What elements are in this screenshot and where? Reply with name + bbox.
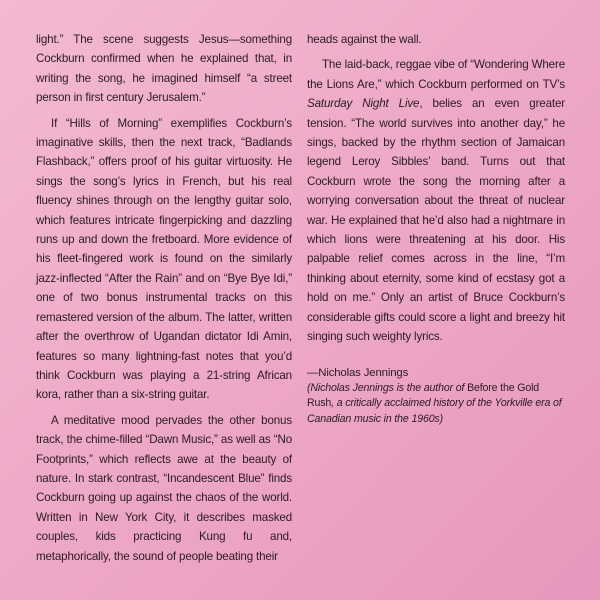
- right-paragraph-2-start: The laid-back, reggae vibe of “Wondering Where the Lions Are,” which Cockburn performed on TV’s: [307, 58, 565, 91]
- right-paragraph-2-end: , belies an even greater tension. “The world survives into another day,” he sings, backed by the rhythm section of Jamaican legend Leroy Sibbles’ band. Turns out that Cockburn wrote the song the morning after a worrying conversation about the threat of nuclear war. He explained that he’d also had a nightmare in which lions were threatening at his door. His palpable relief comes across in the line, “I’m thinking about eternity, some kind of ecstasy got a hold on me.” Only an artist of Bruce Cockburn’s considerable gifts could score a light and breezy hit singing such weighty lyrics.: [307, 97, 565, 344]
- left-paragraph-3: A meditative mood pervades the other bonus track, the chime-filled “Dawn Music,” as well as “No Footprints,” which reflects awe at the beauty of nature. In stark contrast, “Incandescent Blue” finds Cockburn going up against the chaos of the world. Written in New York City, it describes masked couples, kids practicing Kung fu and, metaphorically, the sound of people beating their: [36, 413, 292, 563]
- right-paragraph-2: [307, 55, 565, 346]
- left-column: [36, 30, 292, 566]
- left-paragraph-2: If “Hills of Morning” exemplifies Cockburn’s imaginative skills, then the next track, “Badlands Flashback,” offers proof of his guitar virtuosity. He sings the song’s lyrics in French, but his real fluency shines through on the lengthy guitar solo, which features intricate fingerpicking and dazzling runs up and down the fretboard. More evidence of his fleet-fingered work is found on the similarly jazz-inflected “After the Rain” and on “Bye Bye Idi,” one of two bonus instrumental tracks on this remastered version of the album. The latter, written after the overthrow of Ugandan dictator Idi Amin, features so many lightning-fast notes that you’d think Cockburn was playing a 21-string African kora, rather than a six-string guitar.: [36, 116, 292, 402]
- signature-block: [307, 365, 565, 428]
- author-credit-end: , a critically acclaimed history of the Yorkville era of Canadian music in the 1960s): [307, 397, 562, 425]
- author-credit-start: (Nicholas Jennings is the author of: [307, 381, 468, 394]
- right-column: [307, 30, 565, 427]
- book-title: Before the Gold Rush: [307, 381, 540, 409]
- author-signature: —Nicholas Jennings: [307, 366, 409, 379]
- left-paragraph-1: light.” The scene suggests Jesus—something Cockburn confirmed when he explained that, in writing the song, he imagined himself “a street person in first century Jerusalem.”: [36, 33, 292, 105]
- right-paragraph-1: heads against the wall.: [307, 33, 422, 46]
- tv-show-title: Saturday Night Live: [307, 97, 420, 111]
- author-credit: [307, 381, 565, 428]
